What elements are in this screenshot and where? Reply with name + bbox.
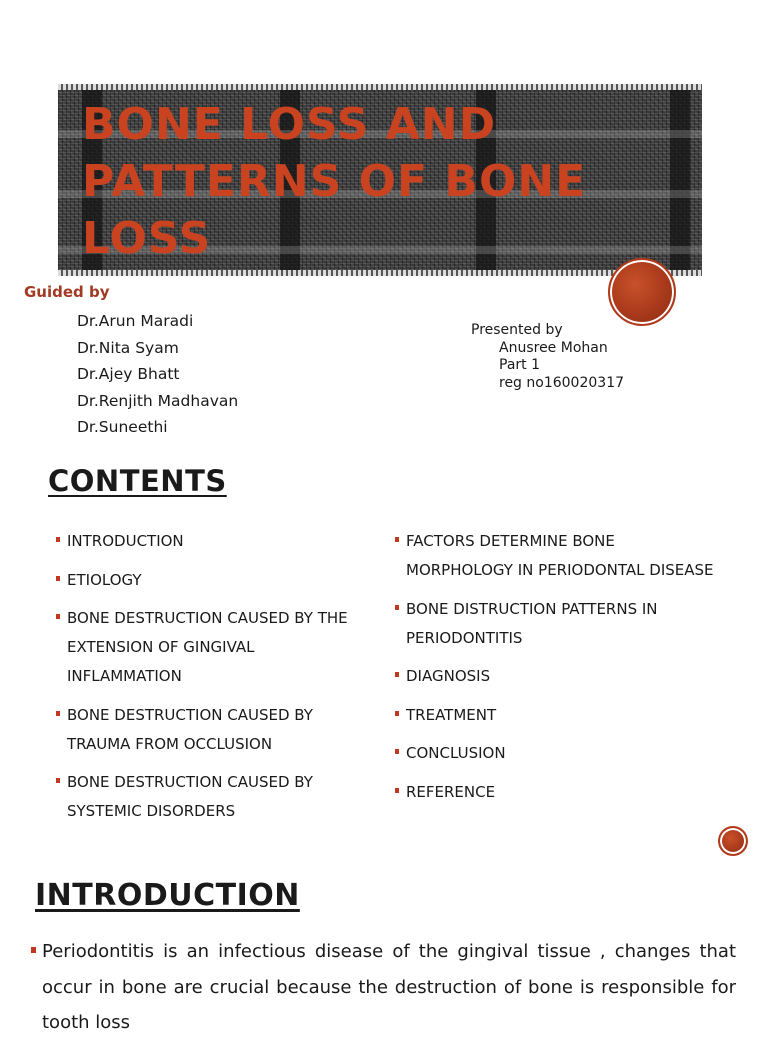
guide-name: Dr.Ajey Bhatt bbox=[77, 365, 180, 383]
presented-by-label: Presented by bbox=[471, 322, 563, 338]
bullet-icon bbox=[395, 605, 399, 610]
contents-item-label: BONE DESTRUCTION CAUSED BY TRAUMA FROM OCCLUSION bbox=[67, 705, 313, 753]
bullet-icon bbox=[56, 576, 60, 581]
bullet-icon bbox=[56, 778, 60, 783]
contents-item bbox=[395, 778, 715, 807]
contents-item bbox=[56, 566, 356, 595]
contents-item-label: BONE DESTRUCTION CAUSED BY THE EXTENSION OF GINGIVAL INFLAMMATION bbox=[67, 609, 348, 685]
presenter-name: Anusree Mohan bbox=[499, 339, 608, 356]
bullet-icon bbox=[395, 672, 399, 677]
title-banner bbox=[58, 84, 702, 276]
bullet-icon bbox=[56, 711, 60, 716]
banner-edge-bottom bbox=[58, 270, 702, 276]
contents-item bbox=[56, 527, 356, 556]
contents-item-label: TREATMENT bbox=[406, 705, 497, 724]
banner-edge-top bbox=[58, 84, 702, 90]
guide-name: Dr.Renjith Madhavan bbox=[77, 391, 239, 410]
guide-name: Dr.Arun Maradi bbox=[77, 312, 194, 330]
guide-list bbox=[77, 308, 238, 441]
contents-item bbox=[56, 701, 356, 759]
contents-item bbox=[56, 768, 356, 826]
contents-list-right bbox=[395, 527, 715, 816]
contents-item-label: ETIOLOGY bbox=[67, 570, 142, 589]
introduction-text: Periodontitis is an infectious disease of the gingival tissue , changes that occur in bone are crucial because the destruction of bone is responsible for tooth loss bbox=[42, 941, 736, 1033]
contents-item-label: INTRODUCTION bbox=[67, 532, 184, 550]
guide-name: Dr.Nita Syam bbox=[77, 338, 179, 357]
introduction-paragraph bbox=[31, 934, 736, 1041]
contents-item-label: FACTORS DETERMINE BONE MORPHOLOGY IN PERIODONTAL DISEASE bbox=[406, 532, 714, 579]
bullet-icon bbox=[395, 537, 399, 542]
bullet-icon bbox=[31, 947, 36, 953]
contents-item bbox=[395, 527, 715, 585]
contents-item-label: CONCLUSION bbox=[406, 744, 506, 762]
bullet-icon bbox=[395, 788, 399, 793]
contents-item bbox=[395, 662, 715, 691]
contents-item bbox=[56, 604, 356, 691]
contents-heading: CONTENTS bbox=[48, 464, 227, 498]
introduction-heading: INTRODUCTION bbox=[35, 878, 300, 913]
contents-item-label: BONE DISTRUCTION PATTERNS IN PERIODONTITIS bbox=[406, 599, 658, 647]
contents-item-label: REFERENCE bbox=[406, 782, 496, 801]
bullet-icon bbox=[56, 537, 60, 542]
guided-by-label: Guided by bbox=[24, 283, 110, 301]
bullet-icon bbox=[56, 614, 60, 619]
contents-item-label: DIAGNOSIS bbox=[406, 667, 491, 685]
contents-list-left bbox=[56, 527, 356, 836]
bullet-icon bbox=[395, 749, 399, 754]
contents-item bbox=[395, 595, 715, 653]
contents-item bbox=[395, 701, 715, 730]
slide-title: BONE LOSS AND PATTERNS OF BONE LOSS bbox=[82, 99, 587, 264]
orb-ornament-icon bbox=[608, 258, 676, 326]
presenter-part: Part 1 bbox=[499, 357, 540, 373]
orb-ornament-icon bbox=[718, 826, 748, 856]
presenter-reg: reg no160020317 bbox=[499, 374, 625, 391]
guide-name: Dr.Suneethi bbox=[77, 418, 168, 436]
contents-item bbox=[395, 739, 715, 768]
bullet-icon bbox=[395, 711, 399, 716]
presenter-block bbox=[471, 322, 624, 392]
contents-item-label: BONE DESTRUCTION CAUSED BY SYSTEMIC DISORDERS bbox=[67, 773, 313, 820]
